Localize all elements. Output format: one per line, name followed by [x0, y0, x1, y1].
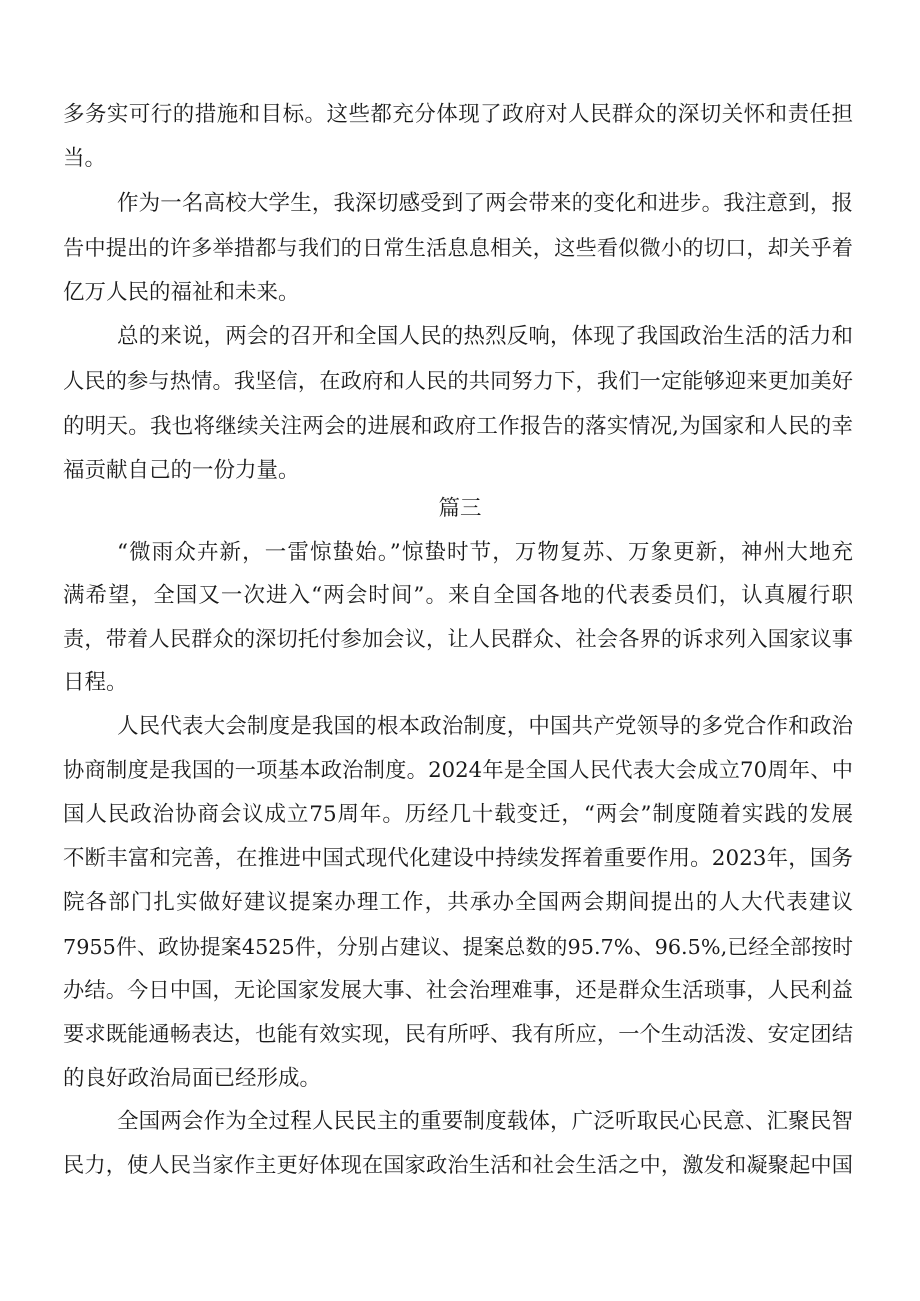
- text-line: 要求既能通畅表达，也能有效实现，民有所呼、我有所应，一个生动活泼、安定团结: [63, 1022, 853, 1047]
- text-line: 福贡献自己的一份力量。: [63, 458, 300, 483]
- text-line: 人民的参与热情。我坚信，在政府和人民的共同努力下，我们一定能够迎来更加美好: [63, 369, 853, 394]
- paragraph-first-line: 作为一名高校大学生，我深切感受到了两会带来的变化和进步。我注意到，报: [117, 191, 853, 216]
- text-line: 不断丰富和完善，在推进中国式现代化建设中持续发挥着重要作用。2023年，国务: [63, 846, 853, 871]
- paragraph-first-line: 总的来说，两会的召开和全国人民的热烈反响，体现了我国政治生活的活力和: [117, 324, 853, 349]
- text-line: 院各部门扎实做好建议提案办理工作，共承办全国两会期间提出的人大代表建议: [63, 890, 853, 915]
- text-line: 7955件、政协提案4525件，分别占建议、提案总数的95.7%、96.5%,已经全部按时: [63, 935, 853, 959]
- text-line: 多务实可行的措施和目标。这些都充分体现了政府对人民群众的深切关怀和责任担: [63, 102, 853, 127]
- text-line: 责，带着人民群众的深切托付参加会议，让人民群众、社会各界的诉求列入国家议事: [63, 627, 853, 652]
- text-line: 亿万人民的福祉和未来。: [63, 280, 300, 305]
- text-line: 的明天。我也将继续关注两会的进展和政府工作报告的落实情况,为国家和人民的幸: [63, 414, 853, 439]
- paragraph-first-line: 人民代表大会制度是我国的根本政治制度，中国共产党领导的多党合作和政治: [117, 714, 853, 739]
- text-line: 的良好政治局面已经形成。: [63, 1066, 322, 1091]
- text-line: 国人民政治协商会议成立75周年。历经几十载变迁，“两会”制度随着实践的发展: [63, 802, 853, 827]
- text-line: 告中提出的许多举措都与我们的日常生活息息相关，这些看似微小的切口，却关乎着: [63, 236, 853, 261]
- text-line: 协商制度是我国的一项基本政治制度。2024年是全国人民代表大会成立70周年、中: [63, 758, 853, 783]
- paragraph-first-line: “微雨众卉新，一雷惊蛰始。”惊蛰时节，万物复苏、万象更新，神州大地充: [117, 540, 853, 565]
- text-line: 满希望，全国又一次进入“两会时间”。来自全国各地的代表委员们，认真履行职: [63, 583, 853, 608]
- section-heading: 篇三: [438, 496, 482, 521]
- text-line: 办结。今日中国，无论国家发展大事、社会治理难事，还是群众生活琐事，人民利益: [63, 978, 853, 1003]
- paragraph-first-line: 全国两会作为全过程人民民主的重要制度载体，广泛听取民心民意、汇聚民智: [117, 1109, 853, 1134]
- text-line: 日程。: [63, 670, 128, 695]
- text-line: 当。: [63, 146, 107, 171]
- text-line: 民力，使人民当家作主更好体现在国家政治生活和社会生活之中，激发和凝聚起中国: [63, 1153, 853, 1178]
